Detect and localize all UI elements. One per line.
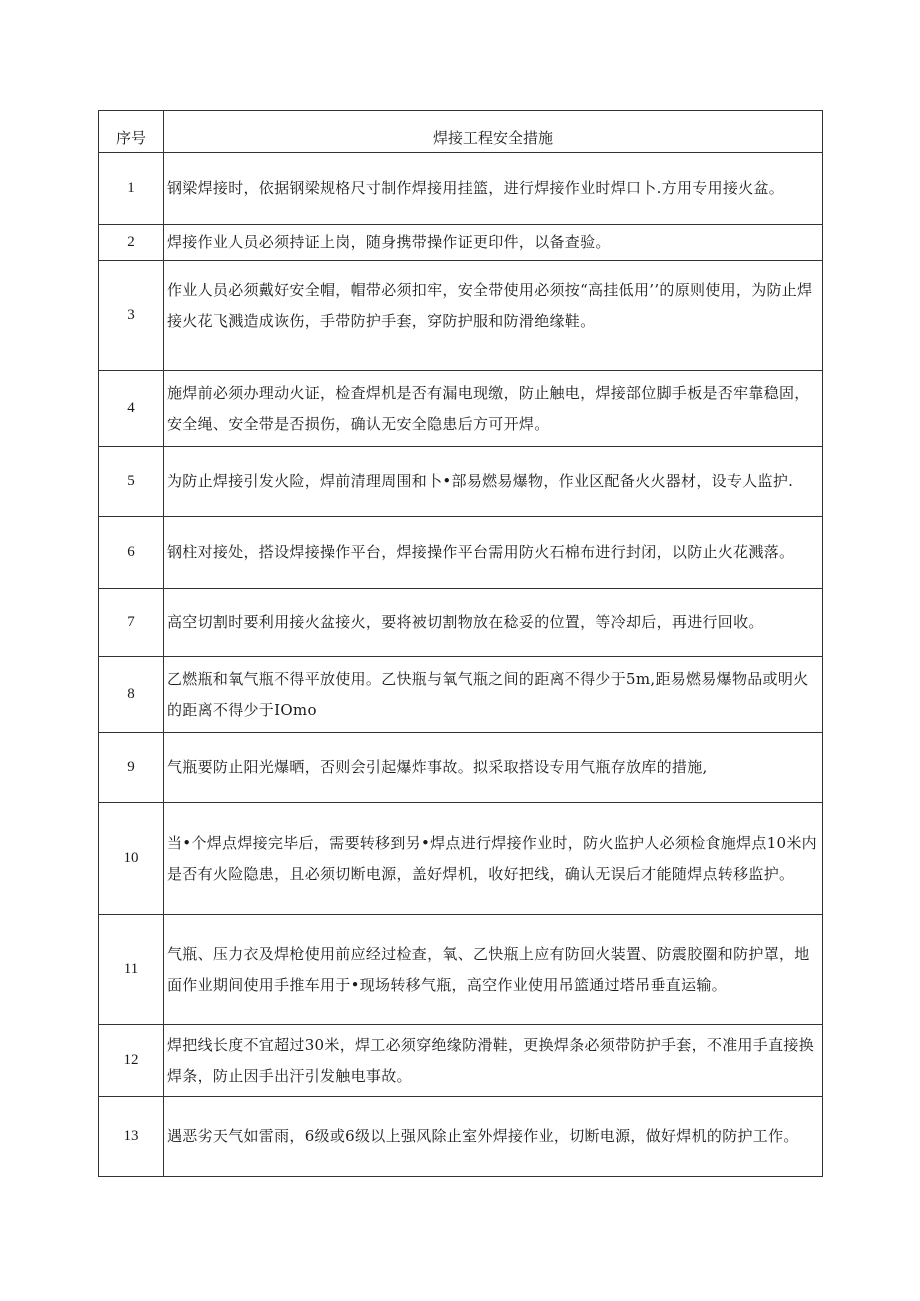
table-row <box>99 915 823 1025</box>
row-text: 气瓶、压力衣及焊枪使用前应经过检查，氧、乙快瓶上应有防回火装置、防震胶圈和防护罩，地面作业期间使用手推车用于•现场转移气瓶，高空作业使用吊篮通过塔吊垂直运输。 <box>164 915 823 1025</box>
row-number: 12 <box>99 1025 164 1097</box>
table-header-row <box>99 111 823 153</box>
row-text: 当•个焊点焊接完毕后，需要转移到另•焊点进行焊接作业时，防火监护人必须检食施焊点10米内是否有火险隐患，且必须切断电源，盖好焊机，收好把线，确认无误后才能随焊点转移监护。 <box>164 803 823 915</box>
table-row <box>99 589 823 657</box>
row-text: 施焊前必须办理动火证，检査焊机是否有漏电现缴，防止触电，焊接部位脚手板是否牢靠稳固，安全绳、安全带是否损伤，确认无安全隐患后方可开焊。 <box>164 371 823 447</box>
table-row <box>99 733 823 803</box>
table-row <box>99 657 823 733</box>
row-text: 焊把线长度不宜超过30米，焊工必须穿绝缘防滑鞋，更换焊条必须带防护手套，不准用手直接换焊条，防止因手出汗引发触电事故。 <box>164 1025 823 1097</box>
row-number: 10 <box>99 803 164 915</box>
table-row <box>99 261 823 371</box>
row-text: 作业人员必须戴好安全帽，帽带必须扣牢，安全带使用必须按“高挂低用’’的原则使用，为防止焊接火花飞溅造成诙伤，手带防护手套，穿防护服和防滑绝缘鞋。 <box>164 261 823 371</box>
table-row <box>99 1097 823 1177</box>
row-text: 为防止焊接引发火险，焊前清理周围和卜•部易燃易爆物，作业区配备火火器材，设专人监护. <box>164 447 823 517</box>
row-number: 6 <box>99 517 164 589</box>
row-number: 9 <box>99 733 164 803</box>
row-number: 11 <box>99 915 164 1025</box>
row-text: 气瓶要防止阳光爆晒，否则会引起爆炸事故。拟采取搭设专用气瓶存放库的措施, <box>164 733 823 803</box>
header-serial-number: 序号 <box>99 111 164 153</box>
row-number: 8 <box>99 657 164 733</box>
table-row <box>99 153 823 225</box>
table-row <box>99 447 823 517</box>
safety-measures-table <box>98 110 823 1177</box>
table-row <box>99 517 823 589</box>
header-title: 焊接工程安全措施 <box>164 111 823 153</box>
row-number: 1 <box>99 153 164 225</box>
row-text: 焊接作业人员必须持证上岗，随身携带操作证更印件，以备查验。 <box>164 225 823 261</box>
row-number: 7 <box>99 589 164 657</box>
row-text: 乙燃瓶和氧气瓶不得平放使用。乙快瓶与氧气瓶之间的距离不得少于5m,距易燃易爆物品或明火的距离不得少于IOmo <box>164 657 823 733</box>
row-number: 5 <box>99 447 164 517</box>
row-text: 钢柱对接处，搭设焊接操作平台，焊接操作平台需用防火石棉布进行封闭，以防止火花溅落。 <box>164 517 823 589</box>
table-row <box>99 803 823 915</box>
row-number: 2 <box>99 225 164 261</box>
table-row <box>99 1025 823 1097</box>
row-text: 高空切割时要利用接火盆接火，要将被切割物放在稔妥的位置，等冷却后，再进行回收。 <box>164 589 823 657</box>
row-text: 钢梁焊接时，依据钢梁规格尺寸制作焊接用挂篮，进行焊接作业时焊口卜.方用专用接火盆。 <box>164 153 823 225</box>
row-number: 13 <box>99 1097 164 1177</box>
row-number: 4 <box>99 371 164 447</box>
table-row <box>99 225 823 261</box>
table-row <box>99 371 823 447</box>
row-text: 遇恶劣天气如雷雨，6级或6级以上强风除止室外焊接作业，切断电源，做好焊机的防护工作。 <box>164 1097 823 1177</box>
row-number: 3 <box>99 261 164 371</box>
